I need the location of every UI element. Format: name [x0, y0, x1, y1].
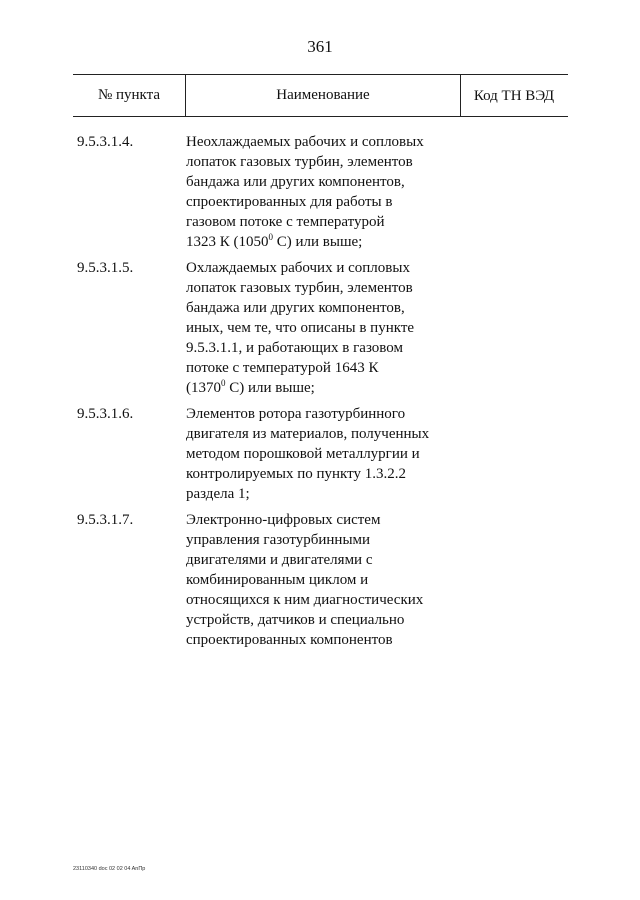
- text-line: управления газотурбинными: [186, 532, 371, 548]
- text-segment: С) или выше;: [225, 380, 315, 396]
- text-line: раздела 1;: [186, 486, 250, 502]
- text-line: лопаток газовых турбин, элементов: [186, 280, 413, 296]
- table-row: [0, 510, 640, 650]
- text-line: спроектированных компонентов: [186, 632, 393, 648]
- text-line: Электронно-цифровых систем: [186, 512, 381, 528]
- row-item-number: 9.5.3.1.5.: [77, 260, 134, 276]
- table-row: [0, 404, 640, 504]
- text-line: газовом потоке с температурой: [186, 214, 385, 230]
- footer-doc-code: 23110340 doc 02 02 04 AnПp: [73, 866, 146, 872]
- text-segment: С) или выше;: [273, 234, 363, 250]
- header-code: Код ТН ВЭД: [473, 88, 555, 104]
- header-name: Наименование: [185, 75, 461, 116]
- text-line: двигателями и двигателями с: [186, 552, 373, 568]
- table-body: [0, 132, 640, 656]
- text-line: устройств, датчиков и специально: [186, 612, 405, 628]
- text-line: контролируемых по пункту 1.3.2.2: [186, 466, 406, 482]
- text-line: 9.5.3.1.1, и работающих в газовом: [186, 340, 403, 356]
- text-line: Элементов ротора газотурбинного: [186, 406, 406, 422]
- text-line: потоке с температурой 1643 К: [186, 360, 379, 376]
- text-line: бандажа или других компонентов,: [186, 300, 405, 316]
- text-line: Неохлаждаемых рабочих и сопловых: [186, 134, 424, 150]
- header-item-number: № пункта: [97, 87, 161, 103]
- text-line: методом порошковой металлургии и: [186, 446, 420, 462]
- text-line: относящихся к ним диагностических: [186, 592, 424, 608]
- row-item-number: 9.5.3.1.4.: [77, 134, 134, 150]
- text-line: [186, 378, 476, 398]
- degree-superscript: 0: [221, 378, 226, 388]
- text-segment: (1370: [186, 380, 221, 396]
- row-item-name: [186, 132, 476, 252]
- text-segment: 1323 К (1050: [186, 234, 269, 250]
- row-item-name: [186, 404, 476, 504]
- text-line: бандажа или других компонентов,: [186, 174, 405, 190]
- row-item-number: 9.5.3.1.7.: [77, 512, 134, 528]
- text-line: комбинированным циклом и: [186, 572, 369, 588]
- text-line: спроектированных для работы в: [186, 194, 393, 210]
- table-header: [73, 74, 568, 117]
- page-number: 361: [307, 37, 333, 56]
- degree-superscript: 0: [268, 232, 273, 242]
- row-item-name: [186, 258, 476, 398]
- text-line: Охлаждаемых рабочих и сопловых: [186, 260, 410, 276]
- text-line: [186, 232, 476, 252]
- text-line: иных, чем те, что описаны в пункте: [186, 320, 415, 336]
- table-row: [0, 132, 640, 252]
- text-line: двигателя из материалов, полученных: [186, 426, 430, 442]
- table-row: [0, 258, 640, 398]
- row-item-name: [186, 510, 476, 650]
- text-line: лопаток газовых турбин, элементов: [186, 154, 413, 170]
- row-item-number: 9.5.3.1.6.: [77, 406, 134, 422]
